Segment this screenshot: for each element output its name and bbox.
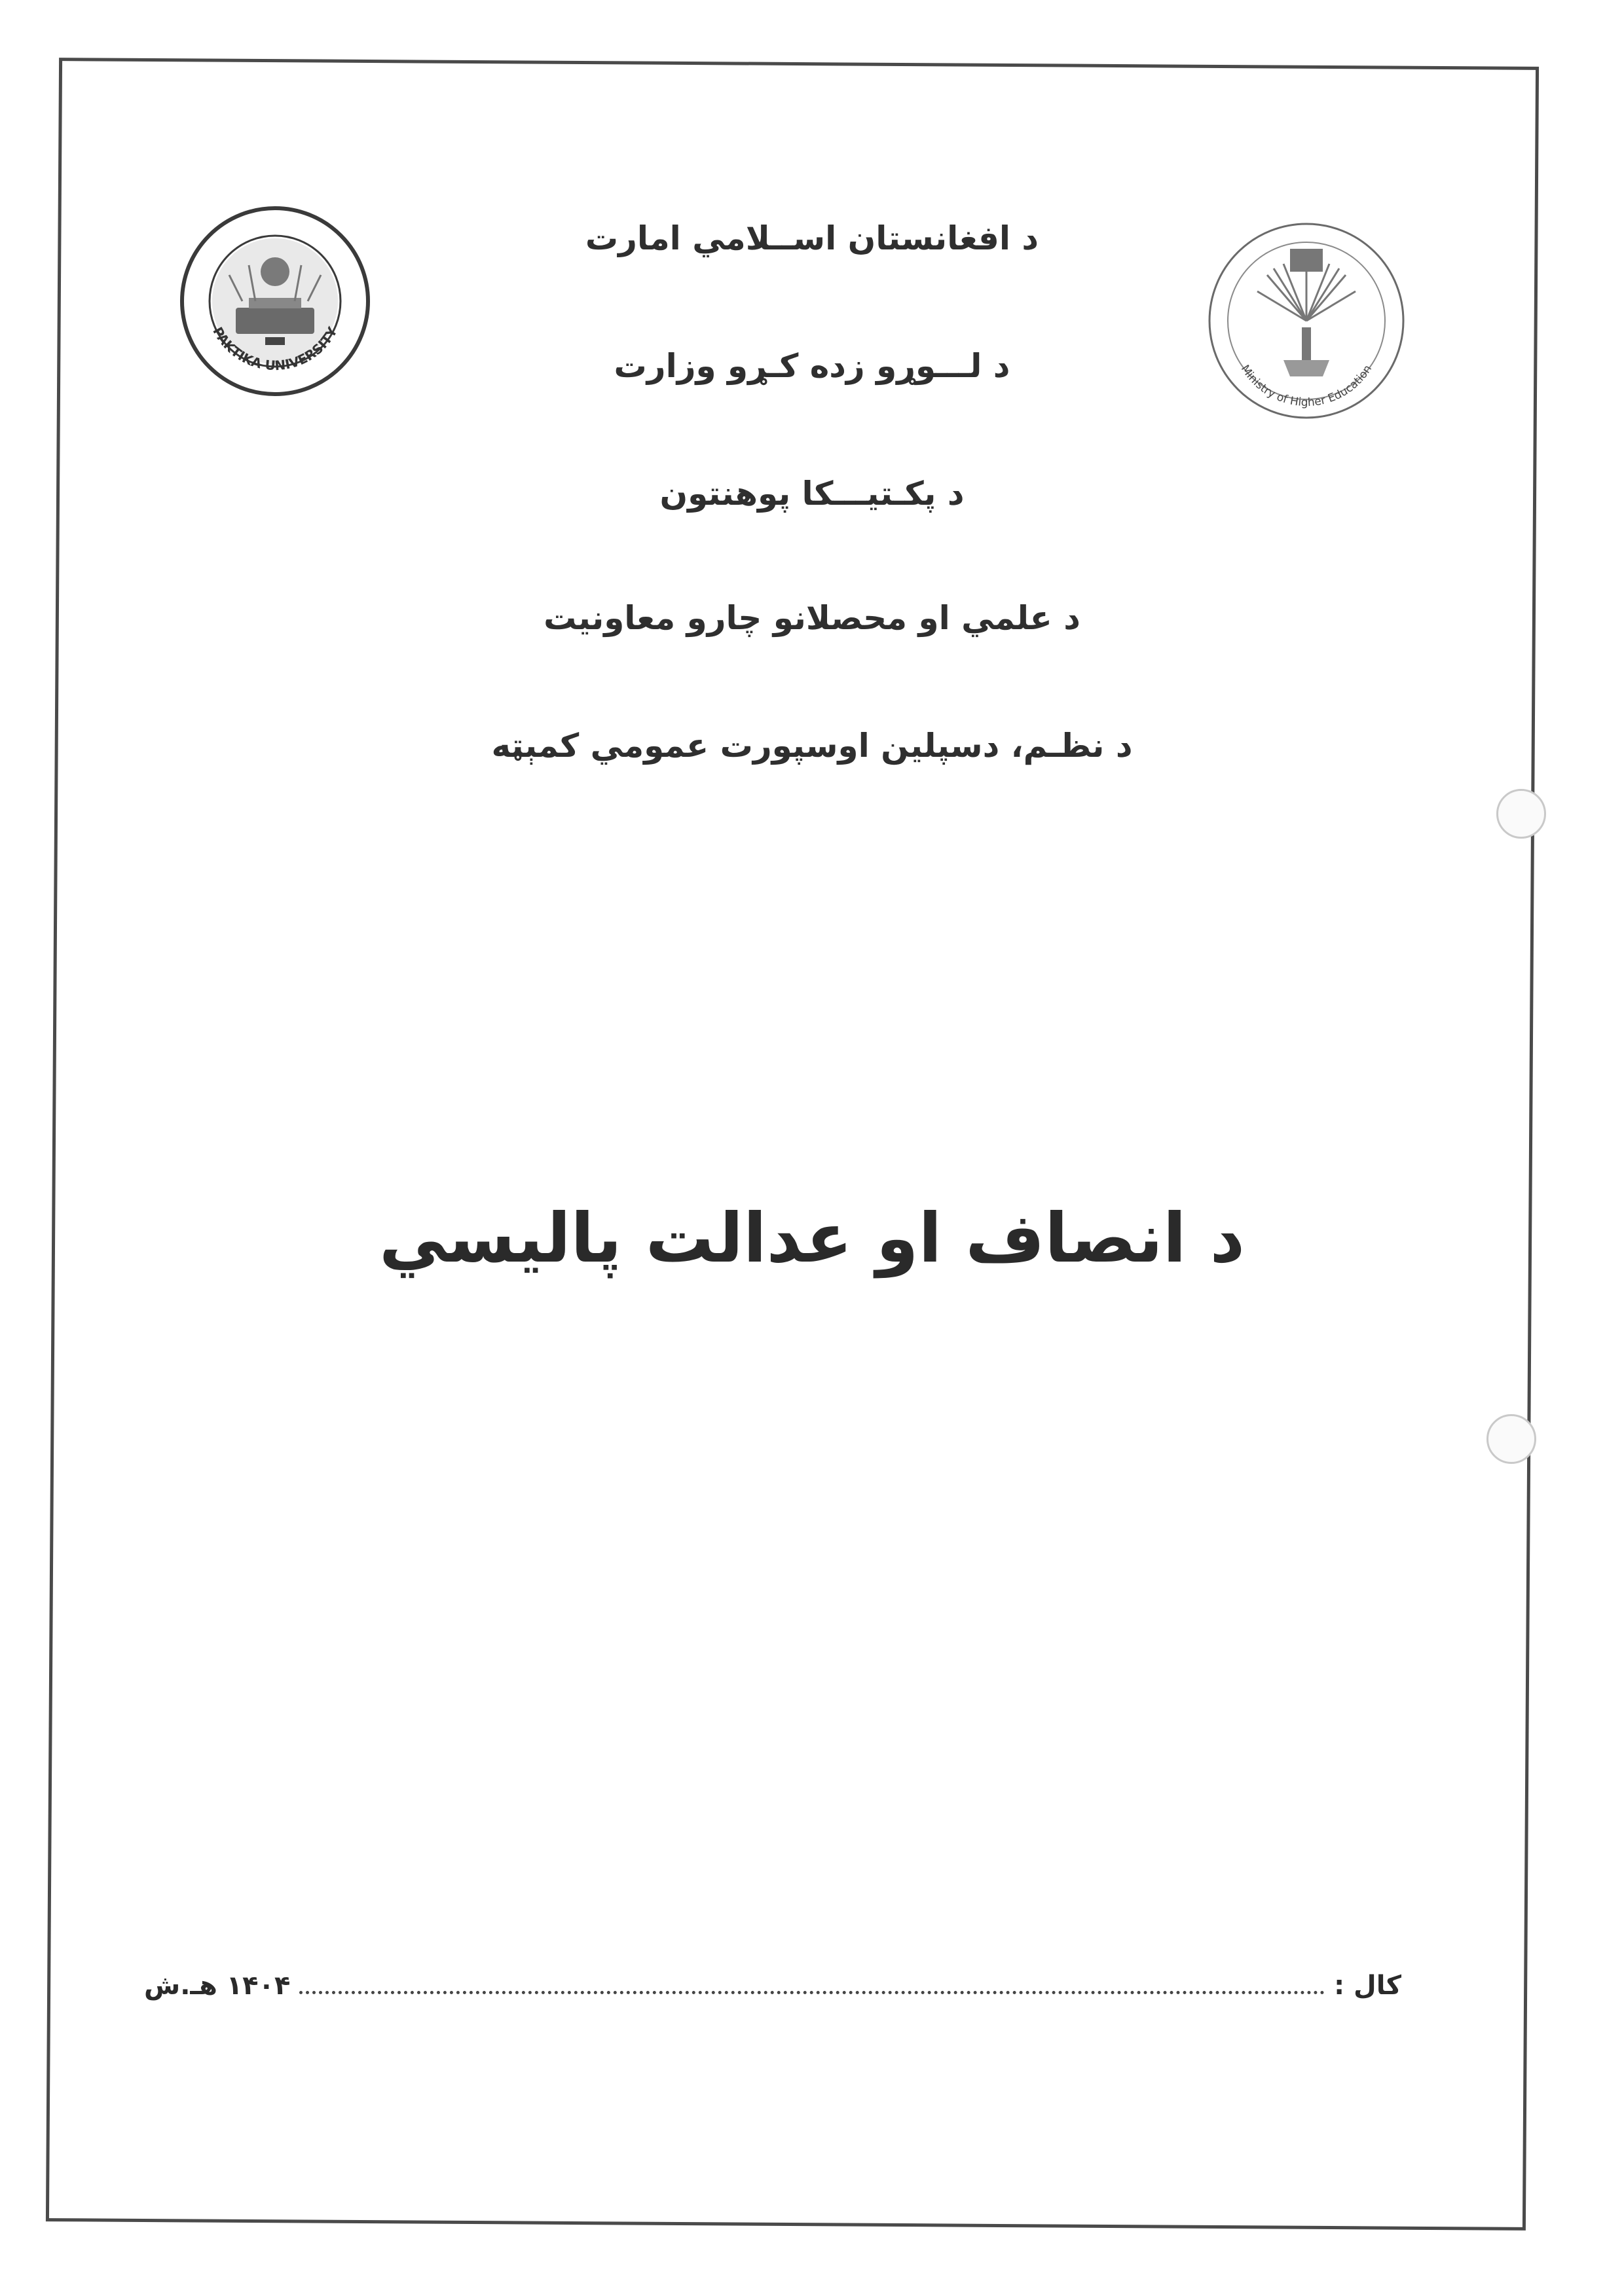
- paktika-university-seal-icon: [177, 203, 373, 399]
- header-line-vice-chancellor: د علمي او محصلانو چارو معاونيت: [544, 599, 1080, 637]
- header-line-committee: د نظـم، دسپلين اوسپورت عمومي کمېټه: [491, 727, 1133, 765]
- ministry-higher-education-seal-icon: [1205, 219, 1408, 422]
- header-line-ministry: د لـــوړو زده کـړو وزارت: [614, 347, 1010, 385]
- header-line-emirate: د افغانستان اســلامي امارت: [585, 219, 1039, 257]
- document-title: د انصاف او عدالت پاليسي: [378, 1198, 1246, 1278]
- seal-right-text: Ministry of Higher Education: [1238, 362, 1375, 410]
- seal-left-text: PAKTIKA UNIVERSITY: [210, 324, 341, 374]
- year-dotted-line: [299, 1971, 1325, 1994]
- header-line-university: د پکـتيـــکا پوهنتون: [659, 475, 965, 513]
- punch-hole-bottom: [1486, 1414, 1536, 1464]
- year-value: ۱۴۰۴ هـ.ش: [144, 1971, 291, 2001]
- punch-hole-top: [1496, 789, 1546, 839]
- footer-year-row: [144, 1971, 1401, 2016]
- year-label: کال :: [1334, 1971, 1401, 2001]
